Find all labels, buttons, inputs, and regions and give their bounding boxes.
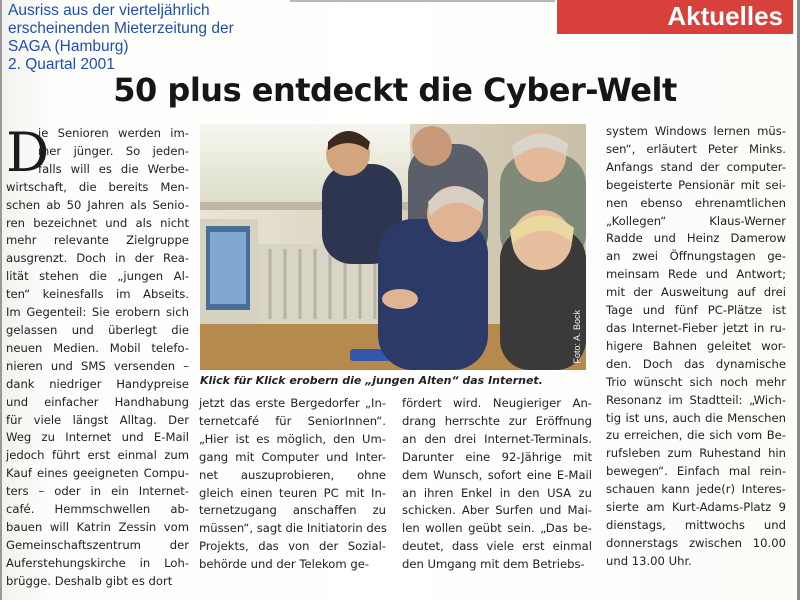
article-line: für viele längst Alltag. Der	[6, 412, 189, 427]
article-line: fördert wird. Neugieriger An-	[402, 396, 592, 410]
article-line: begeisterte Pensionär mit sei-	[606, 177, 786, 192]
article-line: müssen“, sagt die Initiatorin des	[199, 521, 387, 536]
article-line: Projekts, das von der Sozial-	[199, 539, 386, 554]
article-line: gelassen und überlegt die	[6, 322, 189, 337]
article-line: mer jünger. So jeden-	[38, 143, 189, 158]
source-note-line: SAGA (Hamburg)	[8, 38, 129, 55]
section-banner: Aktuelles	[557, 0, 793, 34]
article-line: Kauf eines geeigneten Compu-	[6, 466, 189, 481]
article-line: Radde und Heinz Damerow	[606, 231, 786, 246]
article-line: len wollen geübt sein. „Das be-	[402, 521, 592, 536]
article-line: ten“ keinesfalls im Abseits.	[6, 287, 189, 302]
article-line: Auferstehungskirche in Loh-	[6, 555, 189, 570]
article-line: jedoch führt erst einmal zum	[6, 448, 189, 463]
article-line: „Hier ist es möglich, den Um-	[199, 431, 386, 446]
article-line: jetzt das erste Bergedorfer „In-	[199, 396, 386, 410]
article-line: gleich einen teuren PC mit In-	[199, 485, 386, 500]
article-line: net auszuprobieren, ohne	[199, 467, 386, 482]
article-line: ausgrenzt. Doch in der Rea-	[6, 251, 189, 266]
article-line: Im Gegenteil: Sie erobern sich	[6, 305, 189, 320]
article-line: an zwei Öffnungstagen ge-	[606, 249, 786, 264]
article-column-2	[199, 395, 386, 574]
article-line: schen ab 50 Jahren als Senio-	[6, 197, 189, 212]
headline: 50 plus entdeckt die Cyber-Welt	[113, 71, 677, 109]
article-line: den. Doch das dynamische	[606, 356, 786, 371]
article-line: zu erreichen, die sich vom Be-	[606, 428, 786, 443]
article-column-1	[6, 121, 189, 591]
article-line: gang mit Computer und Inter-	[199, 449, 386, 464]
article-line: ternetcafé für SeniorInnen“.	[199, 413, 386, 428]
article-line: ters – oder in ein Internet-	[6, 484, 189, 499]
article-line: falls will es die Werbe-	[38, 161, 189, 176]
article-line: mit der Ausweitung auf drei	[606, 285, 786, 300]
article-line: café. Hemmschwellen ab-	[6, 502, 189, 517]
photo-credit: Foto: A. Bock	[572, 310, 582, 364]
drop-cap: D	[6, 121, 50, 184]
article-line: ie Senioren werden im-	[38, 126, 189, 140]
source-note-line: 2. Quartal 2001	[8, 56, 115, 73]
article-line: bewegen“. Einfach mal rein-	[606, 464, 786, 479]
article-line: ternetzugang anschaffen zu	[199, 503, 386, 518]
article-line: donnerstags zwischen 10.00	[606, 535, 786, 550]
article-line: drang herrschte zur Eröffnung	[402, 413, 592, 428]
article-line: mehr relevante Zielgruppe	[6, 233, 189, 248]
article-line: tig ist uns, auch die Menschen	[606, 410, 786, 425]
article-line: bauen will Katrin Zessin vom	[6, 519, 189, 534]
article-line: nieren und SMS versenden –	[6, 358, 189, 373]
article-line: sierte am Kurt-Adams-Platz 9	[606, 500, 786, 515]
article-line: „Kollegen“ Klaus-Werner	[606, 213, 786, 228]
article-line: Weg zu Internet und E-Mail	[6, 430, 189, 445]
article-line: an den drei Internet-Terminals.	[402, 431, 592, 446]
article-line: rufsleben zum Ruhestand hin	[606, 446, 786, 461]
article-line: system Windows lernen müs-	[606, 124, 786, 138]
article-line: Trio wünscht sich noch mehr	[606, 374, 786, 389]
article-line: meinsam Rede und Antwort;	[606, 267, 786, 282]
article-line: schauen kann jede(r) Interes-	[606, 482, 786, 497]
photo-caption: Klick für Klick erobern die „jungen Alten“ das Internet.	[200, 374, 543, 387]
article-line: an ihren Enkel in den USA zu	[402, 485, 592, 500]
source-note	[8, 2, 298, 74]
article-line: behörde und der Telekom ge-	[199, 557, 370, 572]
article-line: sen“, erläutert Peter Minks.	[606, 141, 786, 156]
article-line: den Umgang mit dem Betriebs-	[402, 557, 585, 572]
article-line: higere Bahnen geleitet wor-	[606, 338, 786, 353]
top-rule	[290, 0, 555, 2]
article-line: neuen Medien. Mobil telefo-	[6, 340, 189, 355]
article-photo	[200, 124, 586, 370]
article-line: wirtschaft, die bereits Men-	[6, 179, 189, 194]
article-line: lität stehen die „jungen Al-	[6, 269, 189, 284]
article-line: das Internet-Fieber jetzt in ru-	[606, 320, 786, 335]
article-line: Anfangs stand der computer-	[606, 159, 786, 174]
source-note-line: erscheinenden Mieterzeitung der	[8, 20, 234, 37]
article-column-3	[402, 395, 592, 574]
article-line: Gemeinschaftszentrum der	[6, 537, 189, 552]
seniors-at-computer-image	[200, 124, 586, 370]
article-line: Darunter eine 92-Jährige mit	[402, 449, 592, 464]
article-column-4	[606, 123, 786, 571]
article-line: ren bezeichnet und als nicht	[6, 215, 189, 230]
article-line: Tage und fünf PC-Plätze ist	[606, 303, 786, 318]
article-line: brügge. Deshalb gibt es dort	[6, 573, 173, 588]
article-line: dienstags, mittwochs und	[606, 517, 786, 532]
article-line: nen ebenso ehrenamtlichen	[606, 195, 786, 210]
article-line: Resonanz im Stadtteil: „Wich-	[606, 392, 786, 407]
article-line: und einfacher Handhabung	[6, 394, 189, 409]
article-line: dem Wunsch, sofort eine E-Mail	[402, 467, 592, 482]
source-note-line: Ausriss aus der vierteljährlich	[8, 2, 210, 19]
article-line: deutet, dass viele erst einmal	[402, 539, 592, 554]
article-line: dank niedriger Handypreise	[6, 376, 189, 391]
article-line: und 13.00 Uhr.	[606, 553, 692, 568]
article-line: schicken. Aber Surfen und Mai-	[402, 503, 592, 518]
